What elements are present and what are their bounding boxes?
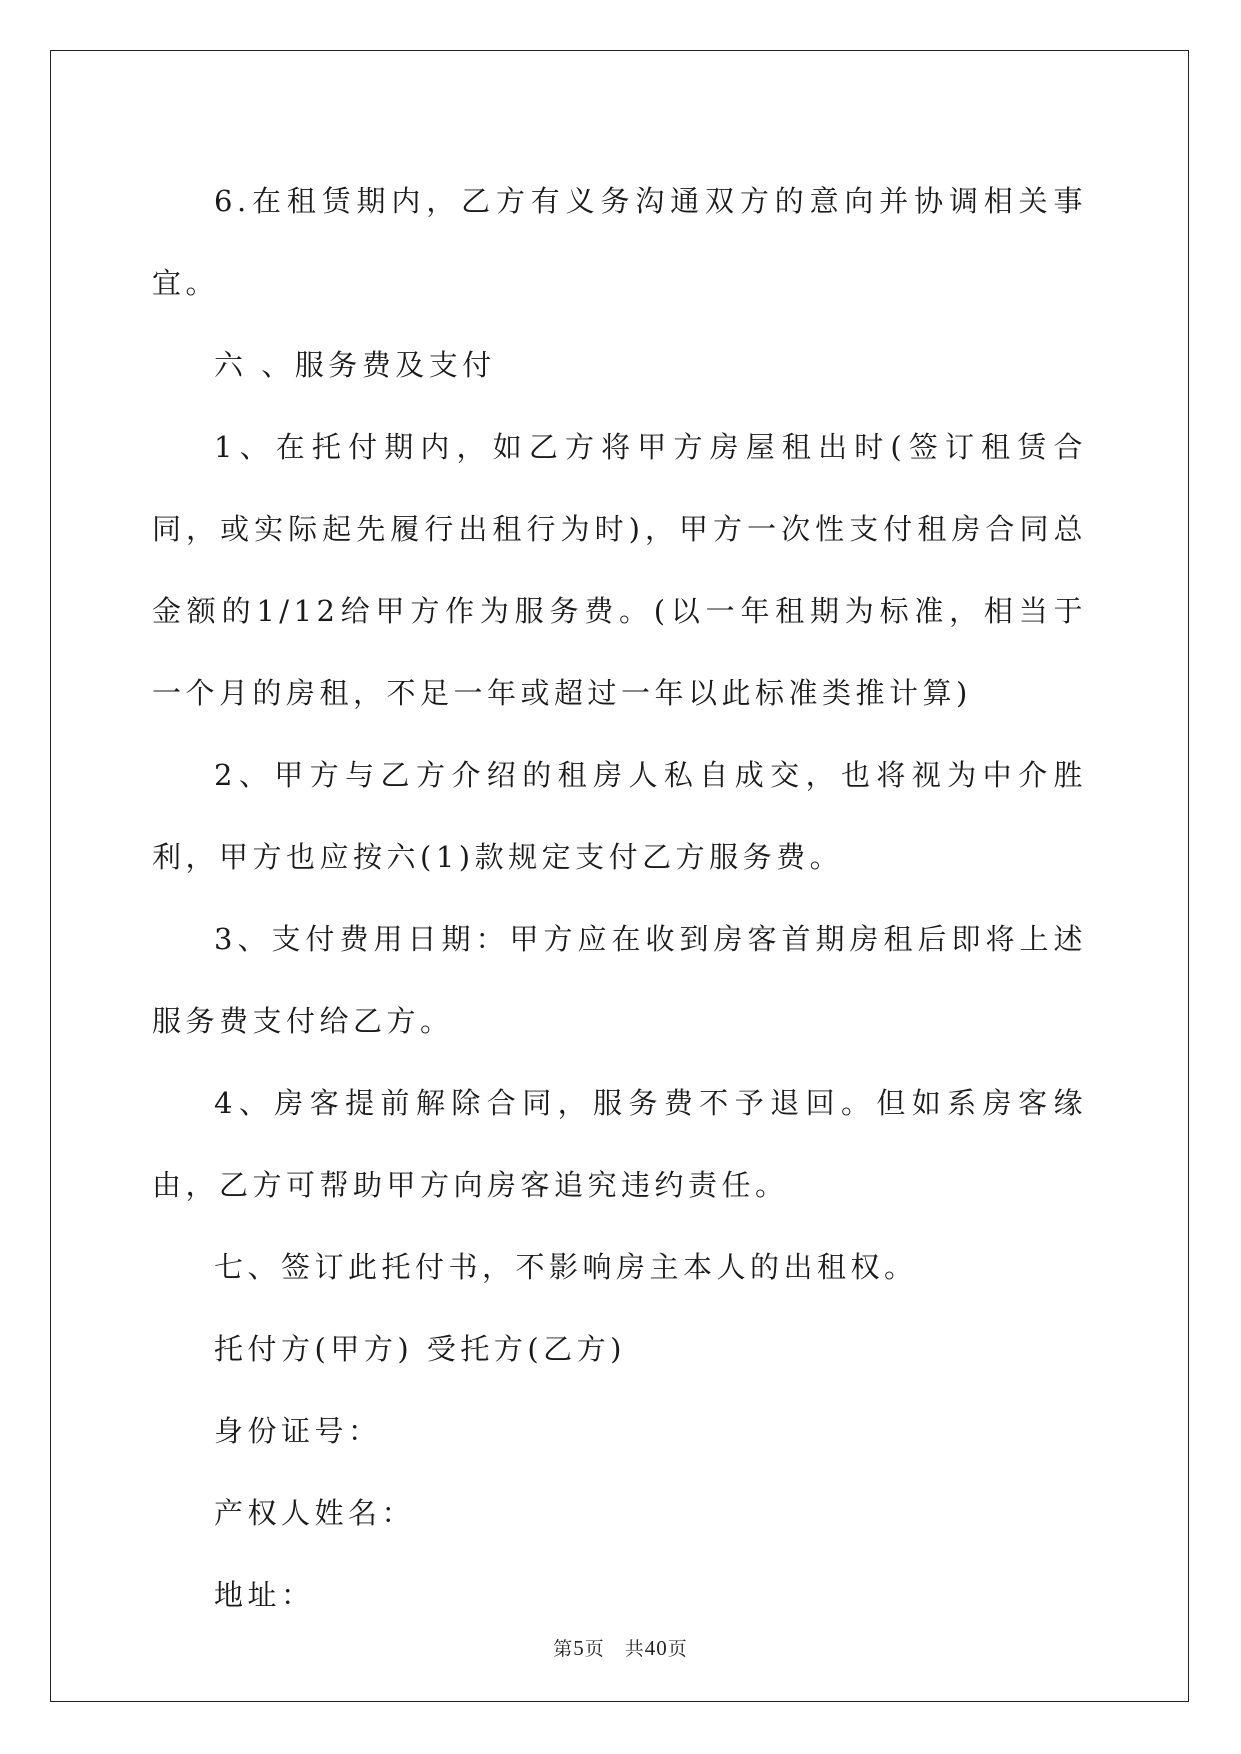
clause-6-rental-period: 6.在租赁期内，乙方有义务沟通双方的意向并协调相关事宜。 bbox=[152, 184, 1087, 300]
address-field: 地址： bbox=[214, 1578, 315, 1612]
fee-clause-4: 4、房客提前解除合同，服务费不予退回。但如系房客缘由，乙方可帮助甲方向房客追究违约责任。 bbox=[152, 1086, 1087, 1202]
owner-name-field: 产权人姓名： bbox=[214, 1496, 416, 1530]
page-mid: 页 共 bbox=[584, 1638, 645, 1660]
document-body bbox=[152, 160, 1087, 1636]
fee-clause-3: 3、支付费用日期：甲方应在收到房客首期房租后即将上述服务费支付给乙方。 bbox=[152, 922, 1087, 1038]
page-total: 40 bbox=[644, 1636, 668, 1660]
signing-parties: 托付方(甲方) 受托方(乙方) bbox=[214, 1332, 626, 1366]
id-number-field: 身份证号： bbox=[214, 1414, 382, 1448]
page-suffix: 页 bbox=[667, 1638, 688, 1660]
page-prefix: 第 bbox=[553, 1638, 574, 1660]
section-six-heading: 六 、服务费及支付 bbox=[214, 348, 496, 382]
fee-clause-1: 1、在托付期内，如乙方将甲方房屋租出时(签订租赁合同，或实际起先履行出租行为时)，甲方一次性支付租房合同总金额的1/12给甲方作为服务费。(以一年租期为标准，相当于一个月的房租，不足一年或超过一年以此标准类推计算) bbox=[152, 430, 1087, 710]
page-footer bbox=[0, 1634, 1241, 1661]
section-seven: 七、签订此托付书，不影响房主本人的出租权。 bbox=[214, 1250, 918, 1284]
page-current: 5 bbox=[573, 1636, 585, 1660]
fee-clause-2: 2、甲方与乙方介绍的租房人私自成交，也将视为中介胜利，甲方也应按六(1)款规定支付乙方服务费。 bbox=[152, 758, 1087, 874]
